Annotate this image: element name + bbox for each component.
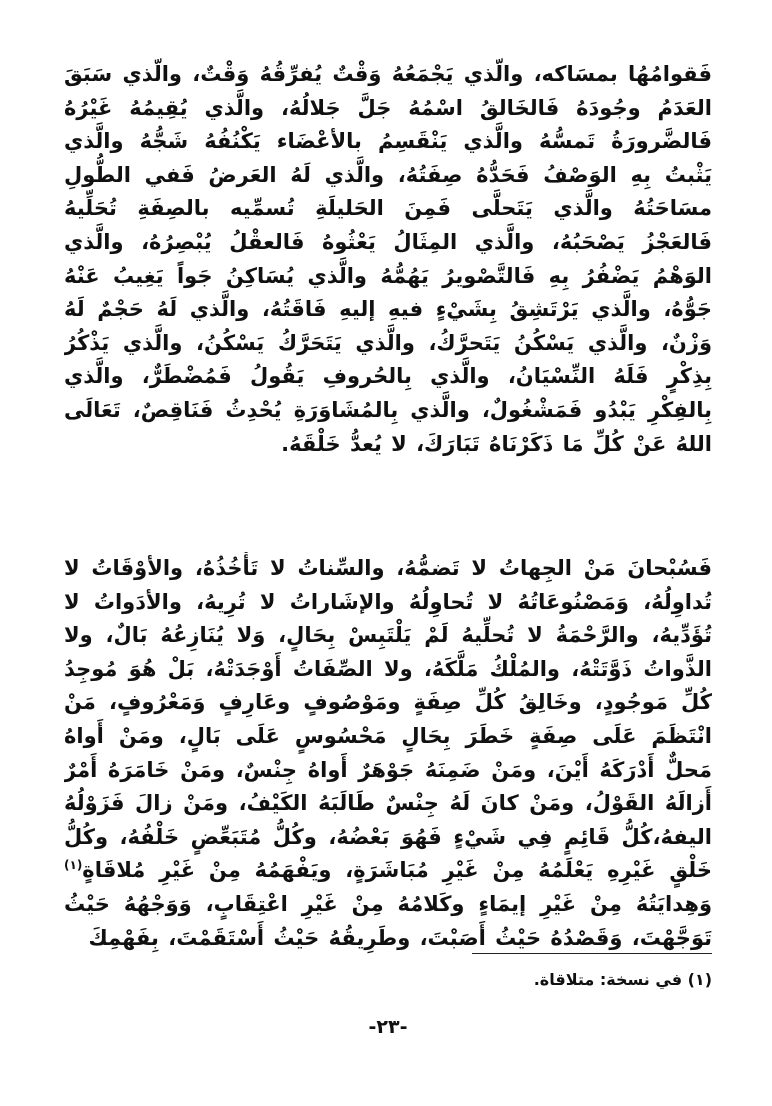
- footnote: (١) في نسخة: متلاقاة.: [533, 970, 712, 989]
- paragraph-1-text: فَقوامُهُا بمسَاكه، والَّذي يَجْمَعُهُ وَقْتٌ يُفرِّقُهُ وَقْتٌ، والَّذي سَبَقَ العَدَمُ وجُودَهُ فَالخَالقُ اسْمُهُ جَلَّ جَلالُهُ، والَّذي يُقِيمُهُ غَيْرُهُ فَالضَّرورَةُ تَمسُّهُ والَّذي يَنْقَسِمُ بالأعْضَاء يَكْنُفُهُ شَجُّهُ والَّذي يَثْبتُ بِهِ الوَصْفُ فَحَدُّهُ صِفَتُهُ، والَّذي لَهُ العَرضُ فَفي الطُّولِ مسَاحَتُهُ والَّذي يَتَحلَّى فَمِنَ الحَليلَةِ تُسمِّيه بالصِفَةِ تُحَلِّيهُ فَالعَجْزُ يَصْحَبُهُ، والَّذي المِثَالُ يَعْثُوهُ فَالعقْلُ يُبْصِرُهُ، والَّذي الوَهْمُ يَضْفُرُ بِهِ فَالتَّصْويرُ يَهُمُّهُ والَّذي يُسَاكِنُ جَواً يَغِيبُ عَنْهُ جَوُّهُ، والَّذي يَرْتَشِقُ بِشَيْءٍ فيهِ إليهِ فَاقَتُهُ، والَّذي لَهُ حَجْمٌ لَهُ وَزْنٌ، والَّذي يَسْكُنُ يَتَحرَّكُ، والَّذي يَتَحَرَّكُ يَسْكُنُ، والَّذي يَذْكُرُ بِذِكْرٍ فَلَهُ النِّسْيَانُ، والَّذي بِالحُروفِ يَقُولُ فَمُضْطَرٌّ، والَّذي بِالفِكْرِ يَبْدُو فَمَشْغُولٌ، والَّذي بِالمُشَاوَرَةِ يُحْدِثُ فَنَاقِصٌ، تَعَالَى اللهُ عَنْ كُلِّ مَا ذَكَرْنَاهُ تَبَارَكَ، لا يُعدُّ خَلْقَهُ.: [64, 62, 712, 456]
- paragraph-2-text: فَسُبْحانَ مَنْ الجِهاتُ لا تَضمُّهُ، والسِّناتُ لا تَأْخُذُهُ، والأوْقَاتُ لا تُداوِلُهُ، وَمَصْنُوعَاتُهُ لا تُحاوِلُهُ والإشَاراتُ لا تُرِيهُ، والأدَواتُ لا تُؤَدِّيهُ، والرَّحْمَةُ لا تُحلِّيهُ لَمْ يَلْتَبِسْ بِحَالٍ، وَلا يُنَازِعُهُ بَالٌ، ولا الذَّواتُ ذَوَّتَتْهُ، والمُلْكُ مَلَّكَهُ، ولا الصِّفَاتُ أَوْجَدَتْهُ، بَلْ هُوَ مُوجِدُ كُلِّ مَوجُودٍ، وخَالِقُ كُلِّ صِفَةٍ ومَوْصُوفٍ وعَارِفٍ وَمَعْرُوفٍ، مَنْ انْتَظَمَ عَلَى صِفَةٍ خَطَرَ بِحَالٍ مَحْسُوسٍ عَلَى بَالٍ، ومَنْ أَواهُ مَحلٌّ أَدْرَكَهُ أَيْنَ، ومَنْ ضَمِنَهُ جَوْهَرٌ أَواهُ جِنْسٌ، ومَنْ خَامَرَهُ أَمْرٌ أَزالَهُ القَوْلُ، ومَنْ كانَ لَهُ جِنْسٌ طَالَبَهُ الكَيْفُ، ومَنْ زالَ فَزَوْلُهُ اليفهُ،كُلُّ قَائِمٍ فِي شَيْءٍ فَهُوَ بَعْضُهُ، وكُلُّ مُتَبَعِّضٍ خَلْفُهُ، وكُلُّ خَلْقٍ غَيْرِهِ يَعْلَمُهُ مِنْ غَيْرِ مُبَاشَرَةٍ، ويَفْهَمُهُ مِنْ غَيْرِ مُلاقَاةٍ: [64, 556, 712, 883]
- footnote-reference[interactable]: (١): [64, 858, 83, 873]
- book-page: [64, 58, 712, 1058]
- page-number: -٢٣-: [368, 1016, 408, 1038]
- paragraph-2: [64, 552, 712, 956]
- paragraph-2-text-continued: وَهِدايَتُهُ مِنْ غَيْرِ إيمَاءٍ وكَلامُهُ مِنْ غَيْرِ اعْتِقَابٍ، وَوَجْهُهُ حَيْثُ تَوَجَّهْتَ، وَقَصْدُهُ حَيْثُ أَصَبْتَ، وطَرِيقُهُ حَيْثُ أَسْتَقَمْتَ، بِفَهْمِكَ: [64, 891, 712, 950]
- paragraph-1: [64, 58, 712, 528]
- footnote-divider: [472, 953, 712, 954]
